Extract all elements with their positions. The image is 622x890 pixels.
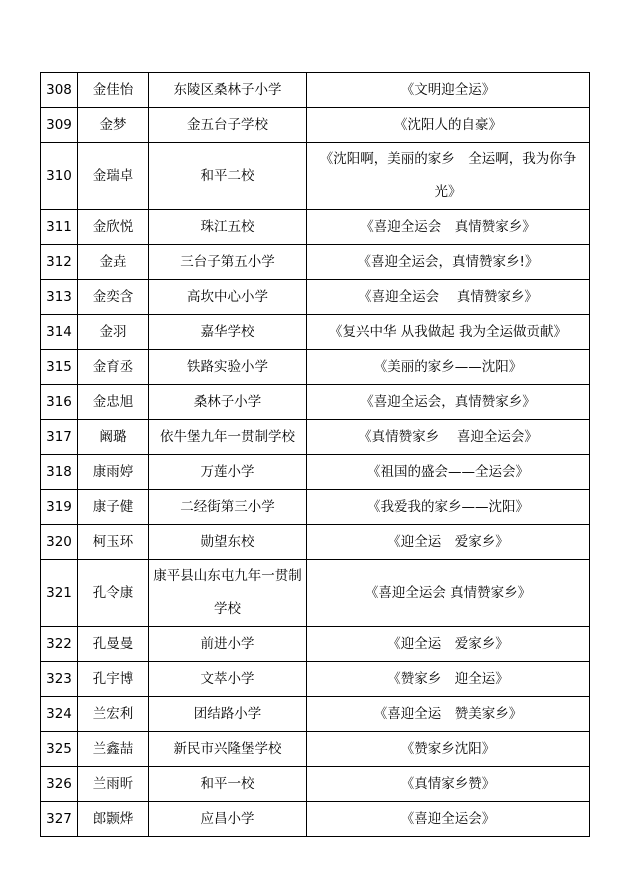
table-row <box>41 767 590 802</box>
student-name: 金佳怡 <box>78 73 149 108</box>
student-name: 孔宇博 <box>78 662 149 697</box>
entry-number: 323 <box>41 662 78 697</box>
table-row <box>41 108 590 143</box>
essay-title: 《喜迎全运会》 <box>307 802 590 837</box>
student-name: 兰雨昕 <box>78 767 149 802</box>
essay-title: 《喜迎全运会 真情赞家乡》 <box>307 280 590 315</box>
school-name: 嘉华学校 <box>149 315 307 350</box>
table-row <box>41 280 590 315</box>
table-row <box>41 245 590 280</box>
student-name: 金欣悦 <box>78 210 149 245</box>
student-name: 柯玉环 <box>78 525 149 560</box>
table-row <box>41 455 590 490</box>
student-name: 孔令康 <box>78 560 149 627</box>
entry-number: 318 <box>41 455 78 490</box>
entry-number: 308 <box>41 73 78 108</box>
student-name: 金梦 <box>78 108 149 143</box>
student-name: 康子健 <box>78 490 149 525</box>
essay-title: 《真情家乡赞》 <box>307 767 590 802</box>
entry-number: 310 <box>41 143 78 210</box>
school-name: 金五台子学校 <box>149 108 307 143</box>
school-name: 高坎中心小学 <box>149 280 307 315</box>
student-name: 康雨婷 <box>78 455 149 490</box>
school-name: 勋望东校 <box>149 525 307 560</box>
essay-title: 《沈阳啊，美丽的家乡 全运啊，我为你争光》 <box>307 143 590 210</box>
school-name: 新民市兴隆堡学校 <box>149 732 307 767</box>
school-name: 桑林子小学 <box>149 385 307 420</box>
school-name: 三台子第五小学 <box>149 245 307 280</box>
entry-number: 317 <box>41 420 78 455</box>
essay-title: 《迎全运 爱家乡》 <box>307 525 590 560</box>
entry-number: 316 <box>41 385 78 420</box>
essay-title: 《喜迎全运会 真情赞家乡》 <box>307 210 590 245</box>
table-row <box>41 385 590 420</box>
school-name: 和平一校 <box>149 767 307 802</box>
school-name: 应昌小学 <box>149 802 307 837</box>
entry-number: 327 <box>41 802 78 837</box>
table-row <box>41 662 590 697</box>
table-row <box>41 525 590 560</box>
student-name: 兰宏利 <box>78 697 149 732</box>
essay-title: 《祖国的盛会——全运会》 <box>307 455 590 490</box>
table-row <box>41 732 590 767</box>
table-row <box>41 315 590 350</box>
essay-title: 《沈阳人的自豪》 <box>307 108 590 143</box>
essay-title: 《喜迎全运会，真情赞家乡》 <box>307 385 590 420</box>
school-name: 团结路小学 <box>149 697 307 732</box>
student-name: 金瑞卓 <box>78 143 149 210</box>
entry-number: 311 <box>41 210 78 245</box>
school-name: 康平县山东屯九年一贯制学校 <box>149 560 307 627</box>
student-name: 金奕含 <box>78 280 149 315</box>
entry-number: 313 <box>41 280 78 315</box>
school-name: 万莲小学 <box>149 455 307 490</box>
table-row <box>41 490 590 525</box>
essay-title: 《赞家乡沈阳》 <box>307 732 590 767</box>
essay-title: 《美丽的家乡——沈阳》 <box>307 350 590 385</box>
essay-title: 《迎全运 爱家乡》 <box>307 627 590 662</box>
essay-title: 《喜迎全运会 真情赞家乡》 <box>307 560 590 627</box>
essay-title: 《喜迎全运 赞美家乡》 <box>307 697 590 732</box>
table-row <box>41 350 590 385</box>
school-name: 铁路实验小学 <box>149 350 307 385</box>
entry-number: 319 <box>41 490 78 525</box>
essay-title: 《文明迎全运》 <box>307 73 590 108</box>
student-name: 阚璐 <box>78 420 149 455</box>
essay-title: 《真情赞家乡 喜迎全运会》 <box>307 420 590 455</box>
entry-number: 322 <box>41 627 78 662</box>
entry-number: 314 <box>41 315 78 350</box>
roster-table <box>40 72 590 837</box>
student-name: 孔曼曼 <box>78 627 149 662</box>
entry-number: 326 <box>41 767 78 802</box>
table-row <box>41 420 590 455</box>
roster-body <box>41 73 590 837</box>
school-name: 东陵区桑林子小学 <box>149 73 307 108</box>
school-name: 二经街第三小学 <box>149 490 307 525</box>
school-name: 依牛堡九年一贯制学校 <box>149 420 307 455</box>
student-name: 金育丞 <box>78 350 149 385</box>
entry-number: 312 <box>41 245 78 280</box>
essay-title: 《复兴中华 从我做起 我为全运做贡献》 <box>307 315 590 350</box>
student-name: 金垚 <box>78 245 149 280</box>
entry-number: 320 <box>41 525 78 560</box>
entry-number: 309 <box>41 108 78 143</box>
student-name: 兰鑫喆 <box>78 732 149 767</box>
essay-title: 《我爱我的家乡——沈阳》 <box>307 490 590 525</box>
school-name: 前进小学 <box>149 627 307 662</box>
school-name: 和平二校 <box>149 143 307 210</box>
table-row <box>41 802 590 837</box>
entry-number: 324 <box>41 697 78 732</box>
entry-number: 325 <box>41 732 78 767</box>
entry-number: 315 <box>41 350 78 385</box>
table-row <box>41 627 590 662</box>
table-row <box>41 560 590 627</box>
table-row <box>41 73 590 108</box>
essay-title: 《赞家乡 迎全运》 <box>307 662 590 697</box>
student-name: 郎颢烨 <box>78 802 149 837</box>
table-row <box>41 210 590 245</box>
school-name: 珠江五校 <box>149 210 307 245</box>
table-row <box>41 143 590 210</box>
table-row <box>41 697 590 732</box>
school-name: 文萃小学 <box>149 662 307 697</box>
entry-number: 321 <box>41 560 78 627</box>
student-name: 金忠旭 <box>78 385 149 420</box>
essay-title: 《喜迎全运会，真情赞家乡!》 <box>307 245 590 280</box>
student-name: 金羽 <box>78 315 149 350</box>
